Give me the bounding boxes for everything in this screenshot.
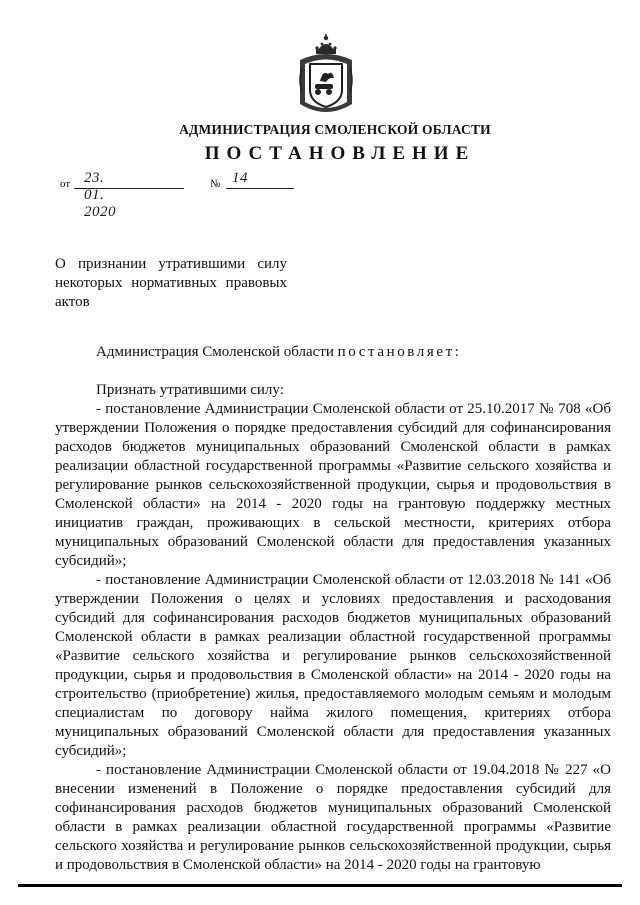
repealed-item: - постановление Администрации Смоленской области от 12.03.2018 № 141 «Об утверждении Положения о целях и условиях предоставления и расходования субсидий для софинансирования расходов бюджетов муниципальных образований Смоленской области в рамках реализации областной государственной программы «Развитие сельского хозяйства и регулирование рынков сельскохозяйственной продукции, сырья и продовольствия в Смоленской области» на 2014 - 2020 годы на строительство (приобретение) жилья, предоставляемого молодым семьям и молодым специалистам по договору найма жилого помещения, критериях отбора муниципальных образований Смоленской области для предоставления указанных субсидий»; (55, 572, 611, 759)
page-bottom-rule (18, 884, 622, 887)
date-from-label: от (60, 178, 71, 190)
intro-prefix: Администрация Смоленской области (96, 344, 334, 360)
organization-title: АДМИНИСТРАЦИЯ СМОЛЕНСКОЙ ОБЛАСТИ (179, 122, 491, 137)
document-type-title: ПОСТАНОВЛЕНИЕ (204, 143, 476, 164)
coat-of-arms-emblem (296, 34, 356, 116)
intro-paragraph (55, 343, 611, 362)
number-value: 14 (232, 170, 248, 186)
number-underline (226, 188, 294, 189)
subject-heading: О признании утратившими силу некоторых нормативных правовых актов (55, 256, 287, 310)
repealed-item: - постановление Администрации Смоленской области от 19.04.2018 № 227 «О внесении изменений в Положение о порядке предоставления субсидий для софинансирования расходов бюджетов муниципальных образований Смоленской области в рамках реализации областной государственной программы «Развитие сельского хозяйства и регулирование рынков сельскохозяйственной продукции, сырья и продовольствия в Смоленской области» на 2014 - 2020 годы на грантовую (55, 762, 611, 873)
recognize-paragraph: Признать утратившими силу: (96, 382, 284, 398)
intro-verb: постановляет: (337, 344, 462, 360)
document-body (55, 343, 611, 875)
date-value: 23. 01. 2020 (84, 170, 116, 220)
repealed-item: - постановление Администрации Смоленской области от 25.10.2017 № 708 «Об утверждении Положения о порядке предоставления субсидий для софинансирования расходов бюджетов муниципальных образований Смоленской области в рамках реализации областной государственной программы «Развитие сельского хозяйства и регулирование рынков сельскохозяйственной продукции, сырья и продовольствия в Смоленской области» на 2014 - 2020 годы на грантовую поддержку местных инициатив граждан, проживающих в сельской местности, критериях отбора муниципальных образований Смоленской области для предоставления указанных субсидий»; (55, 401, 611, 569)
number-label: № (210, 178, 221, 190)
